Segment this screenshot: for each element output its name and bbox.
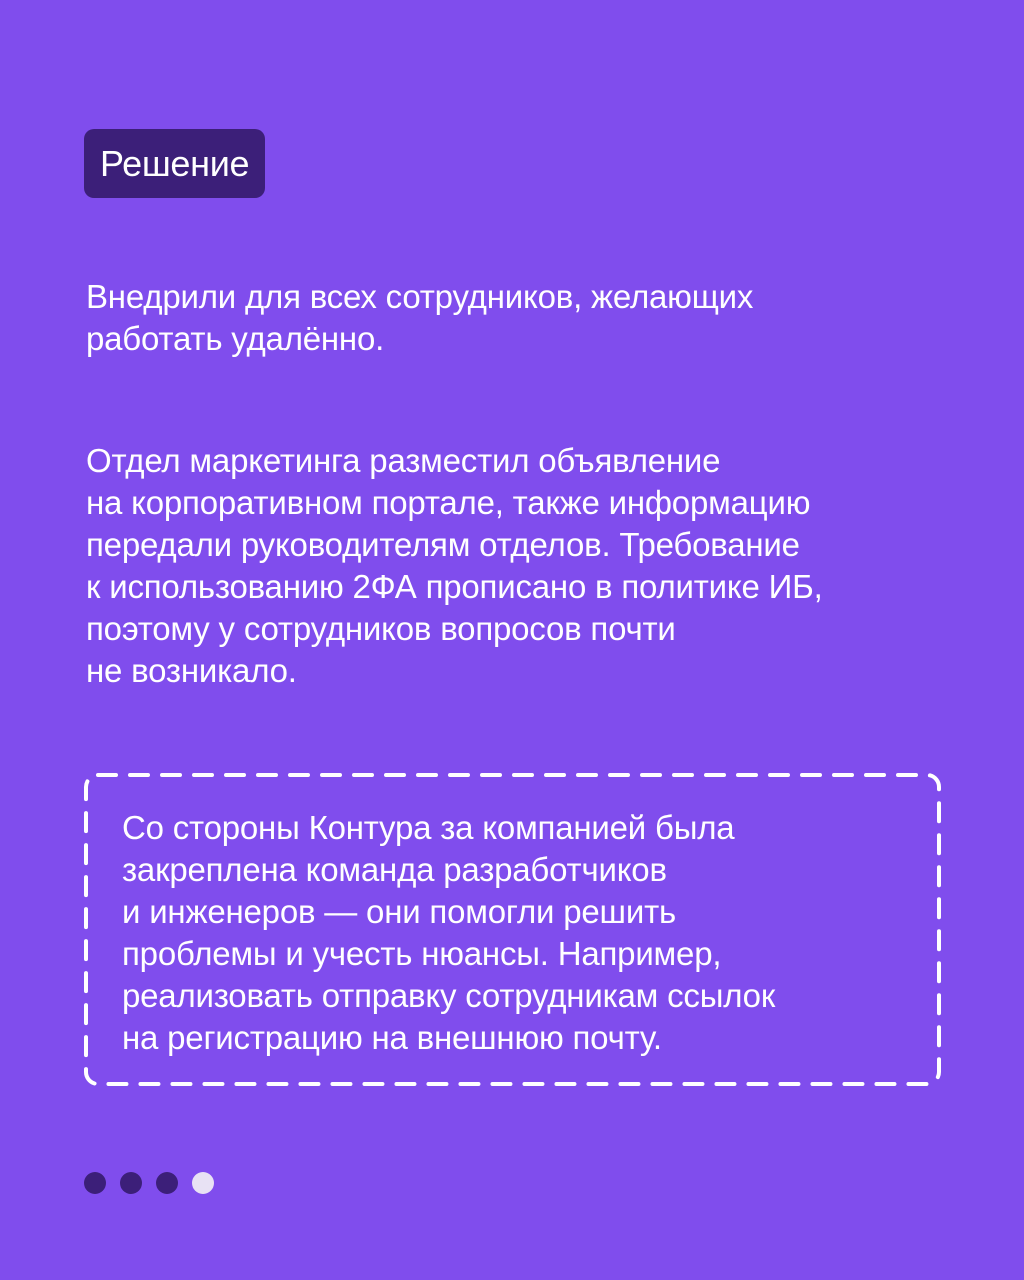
page-dot-3[interactable]: [156, 1172, 178, 1194]
section-tag: [84, 129, 265, 198]
intro-line: работать удалённо.: [86, 320, 385, 357]
callout-line: на регистрацию на внешнюю почту.: [122, 1019, 662, 1056]
details-line: передали руководителям отделов. Требование: [86, 526, 800, 563]
details-line: поэтому у сотрудников вопросов почти: [86, 610, 676, 647]
details-line: к использованию 2ФА прописано в политике ИБ,: [86, 568, 823, 605]
page-dot-2[interactable]: [120, 1172, 142, 1194]
callout-line: реализовать отправку сотрудникам ссылок: [122, 977, 776, 1014]
details-paragraph: [86, 440, 823, 692]
intro-paragraph: [86, 276, 753, 360]
callout-line: и инженеров — они помогли решить: [122, 893, 676, 930]
page-dot-4-active[interactable]: [192, 1172, 214, 1194]
pagination-dots: [84, 1172, 214, 1194]
callout-line: проблемы и учесть нюансы. Например,: [122, 935, 722, 972]
section-tag-label: Решение: [100, 142, 250, 184]
intro-line: Внедрили для всех сотрудников, желающих: [86, 278, 754, 315]
details-line: Отдел маркетинга разместил объявление: [86, 442, 721, 479]
callout-line: Со стороны Контура за компанией была: [122, 809, 735, 846]
callout-text: [122, 807, 775, 1059]
details-line: на корпоративном портале, также информацию: [86, 484, 811, 521]
page-dot-1[interactable]: [84, 1172, 106, 1194]
callout-box: [84, 773, 941, 1086]
details-line: не возникало.: [86, 652, 297, 689]
callout-line: закреплена команда разработчиков: [122, 851, 667, 888]
